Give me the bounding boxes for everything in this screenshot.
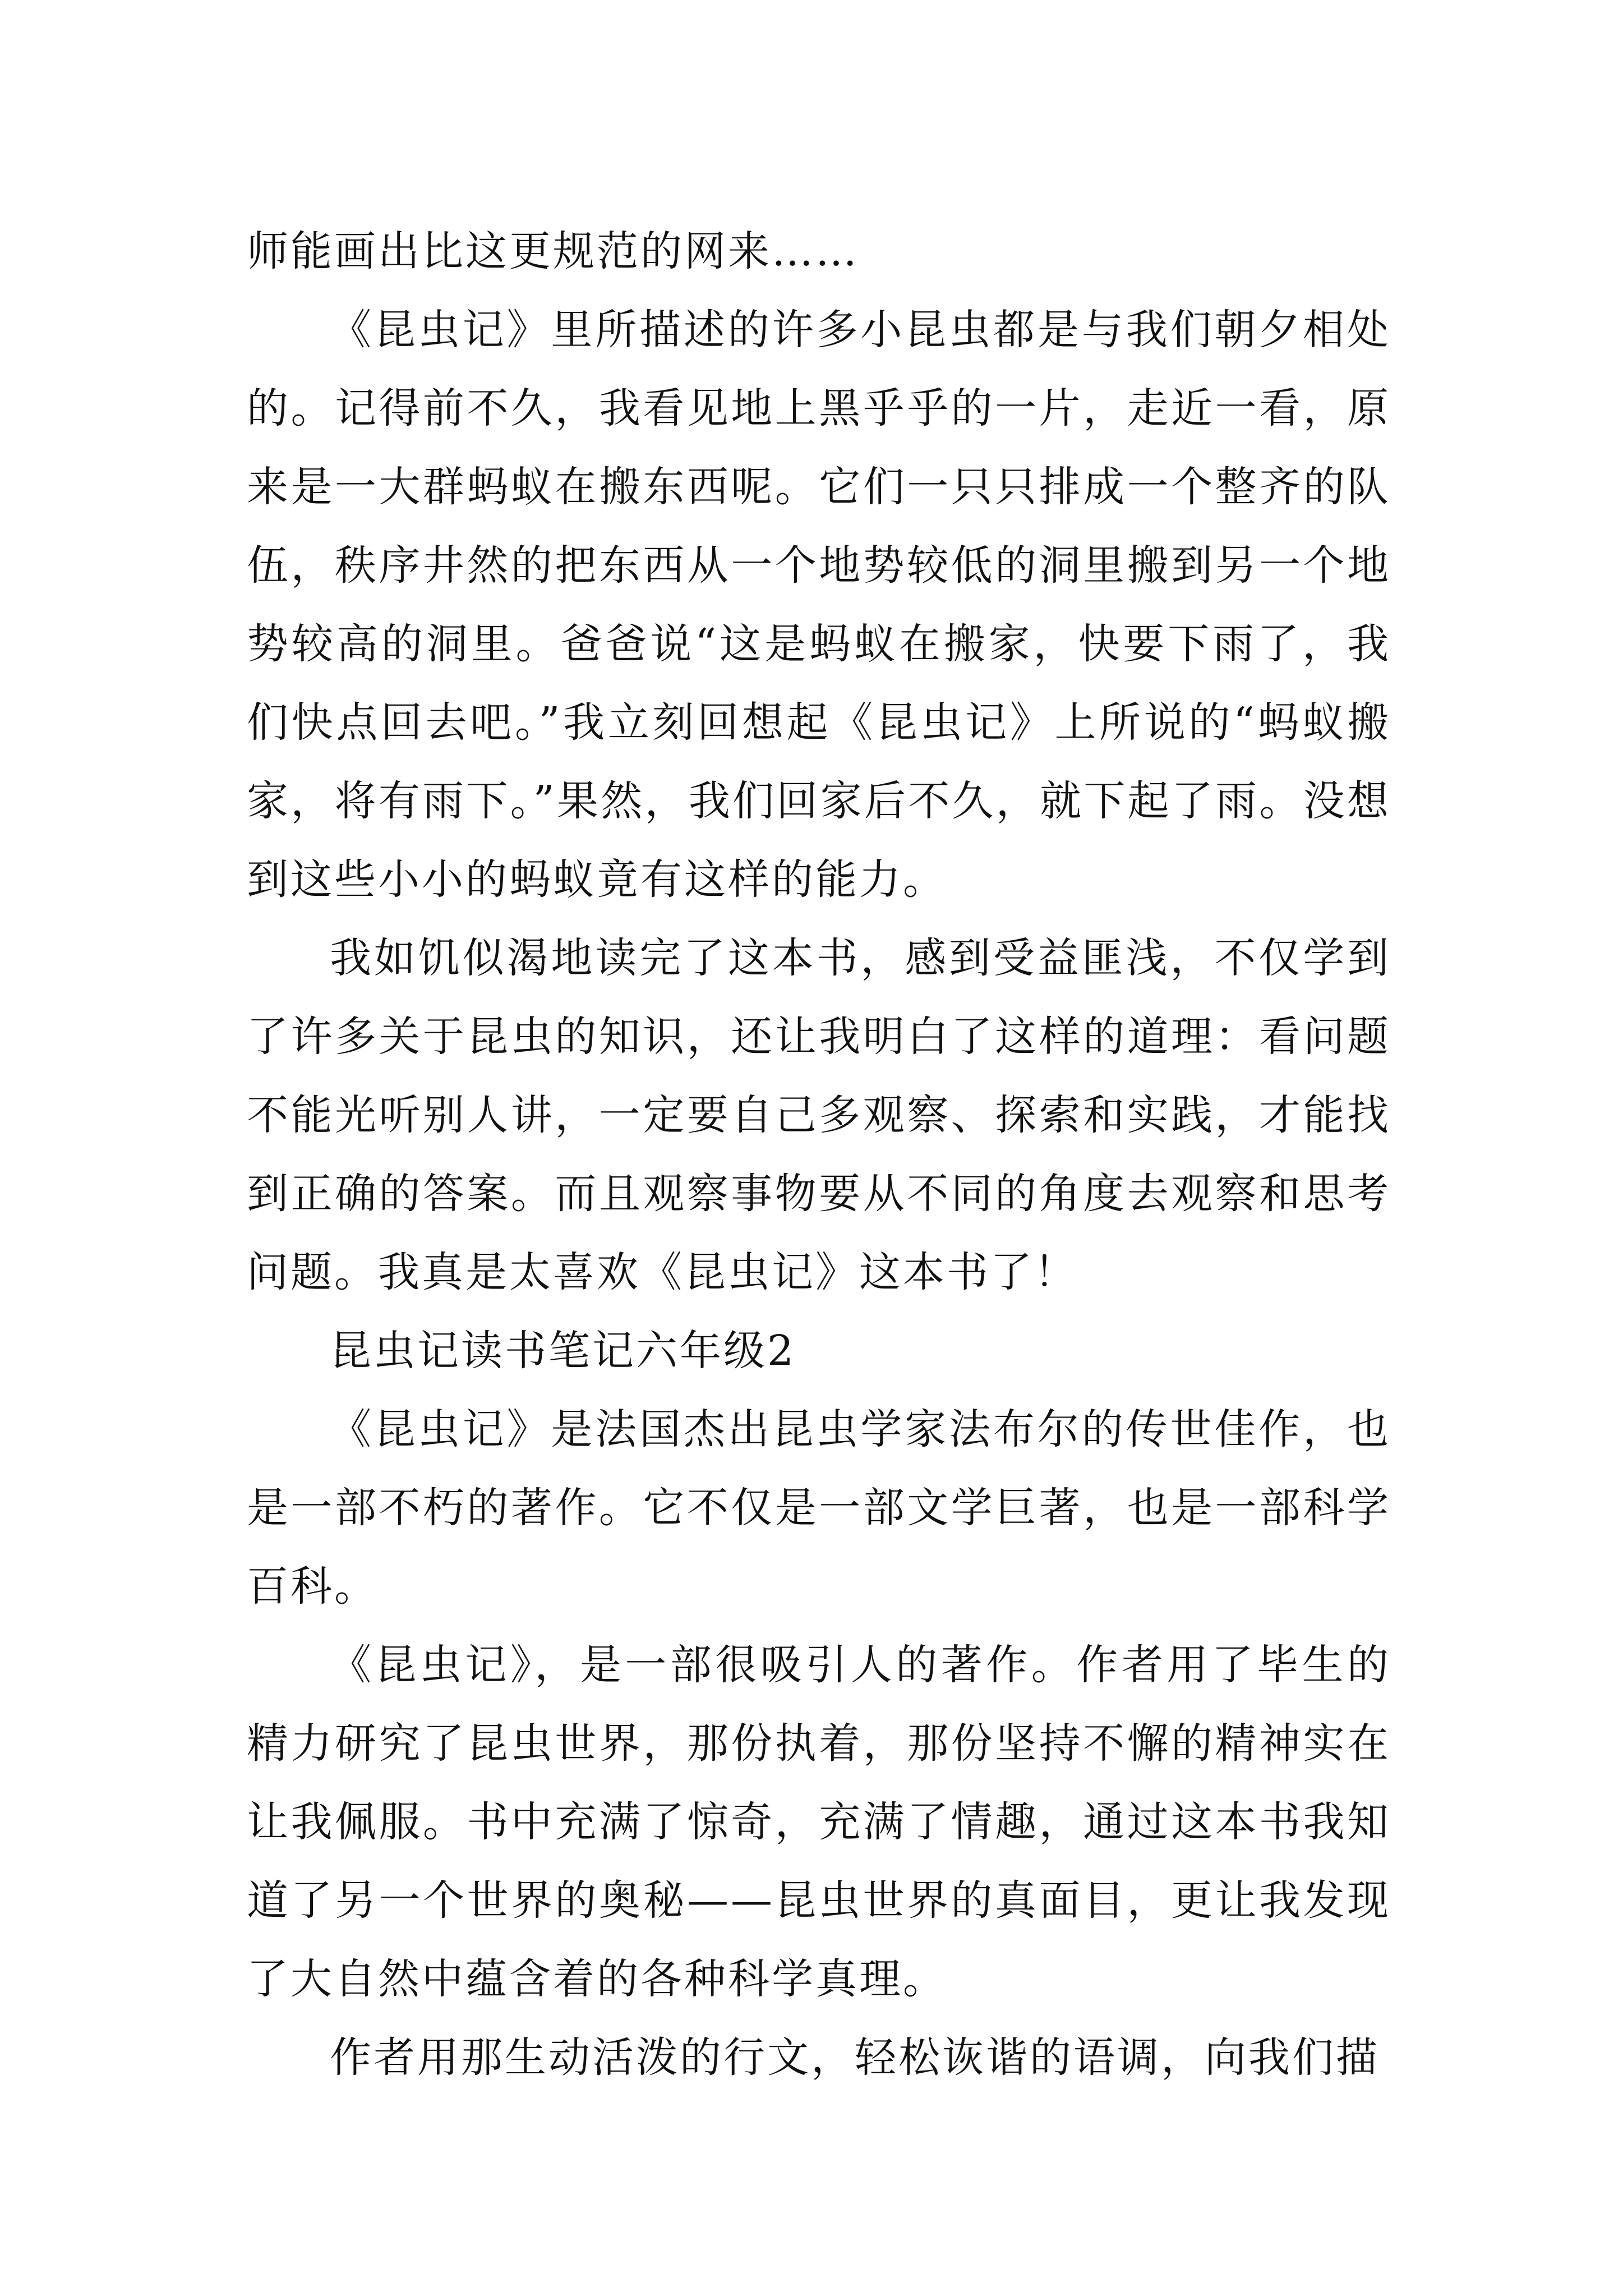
paragraph-attraction: 《昆虫记》，是一部很吸引人的著作。作者用了毕生的精力研究了昆虫世界，那份执着，那份坚持不懈的精神实在让我佩服。书中充满了惊奇，充满了情趣，通过这本书我知道了另一个世界的奥秘——昆虫世界的真面目，更让我发现了大自然中蕴含着的各种科学真理。 <box>247 1641 1391 2003</box>
paragraph-style: 作者用那生动活泼的行文，轻松诙谐的语调，向我们描 <box>330 2033 1380 2082</box>
paragraph-lesson: 我如饥似渴地读完了这本书，感到受益匪浅，不仅学到了许多关于昆虫的知识，还让我明白了这样的道理：看问题不能光听别人讲，一定要自己多观察、探索和实践，才能找到正确的答案。而且观察事物要从不同的角度去观察和思考问题。我真是太喜欢《昆虫记》这本书了！ <box>247 934 1391 1296</box>
paragraph-ants: 《昆虫记》里所描述的许多小昆虫都是与我们朝夕相处的。记得前不久，我看见地上黑乎乎的一片，走近一看，原来是一大群蚂蚁在搬东西呢。它们一只只排成一个整齐的队伍，秩序井然的把东西从一个地势较低的洞里搬到另一个地势较高的洞里。爸爸说“这是蚂蚁在搬家，快要下雨了，我们快点回去吧。”我立刻回想起《昆虫记》上所说的“蚂蚁搬家，将有雨下。”果然，我们回家后不久，就下起了雨。没想到这些小小的蚂蚁竟有这样的能力。 <box>247 306 1391 904</box>
paragraph-intro: 《昆虫记》是法国杰出昆虫学家法布尔的传世佳作，也是一部不朽的著作。它不仅是一部文学巨著，也是一部科学百科。 <box>247 1405 1391 1611</box>
document-page <box>247 212 1391 2097</box>
section-heading: 昆虫记读书笔记六年级2 <box>330 1327 796 1375</box>
paragraph-continuation: 师能画出比这更规范的网来…… <box>247 227 859 275</box>
